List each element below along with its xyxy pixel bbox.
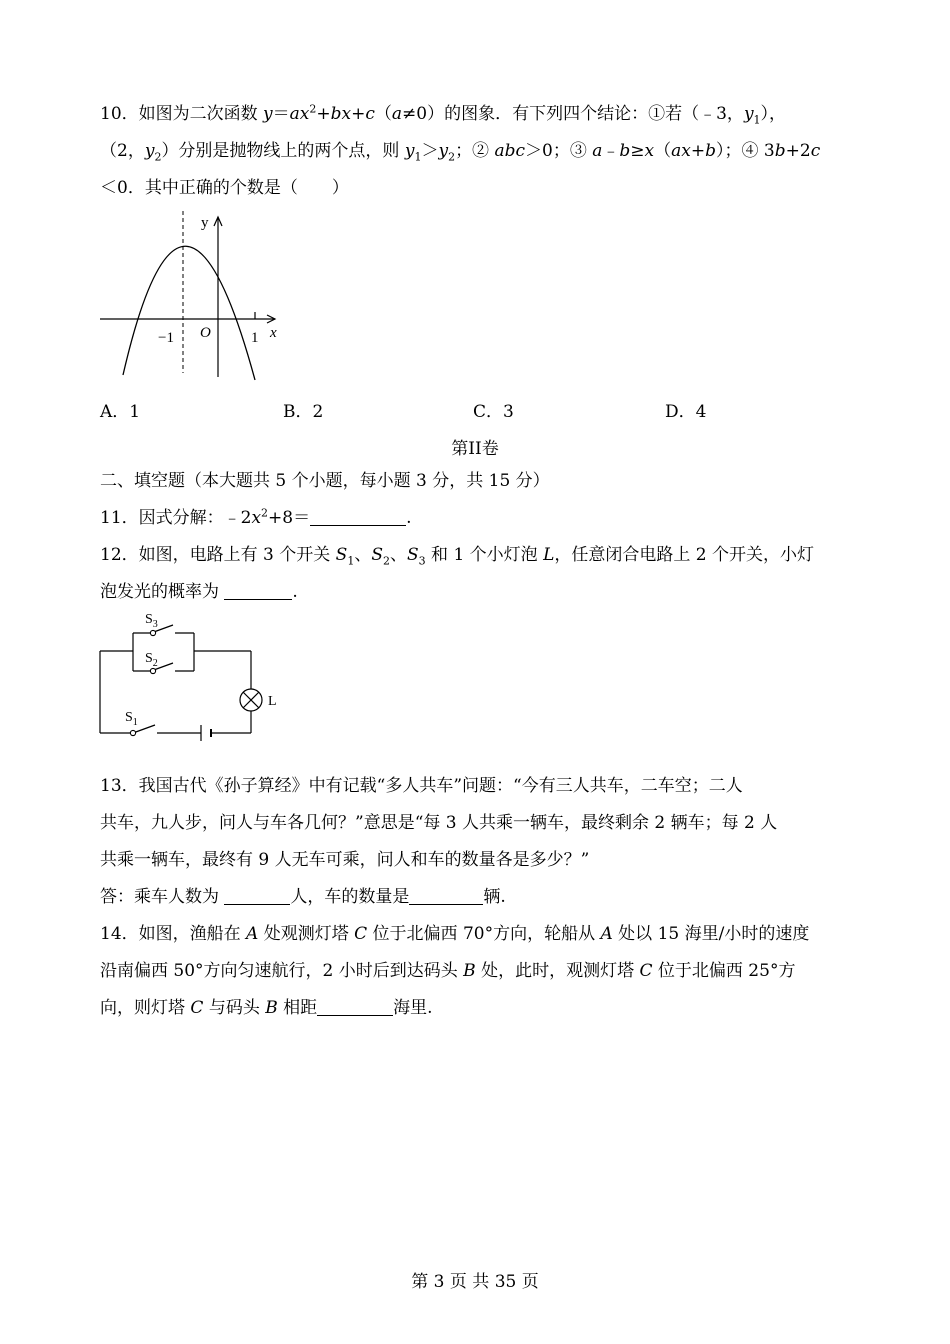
q13-line-3: 共乘一辆车，最终有 9 人无车可乘，问人和车的数量各是多少？” — [100, 850, 590, 870]
q10-line-1: 10．如图为二次函数 $y=ax^2+bx+c(a\ne 0)$的图象．有下列四个结论：①若（﹣3，$y_1$）， — [100, 102, 787, 127]
graph-y-label: y — [201, 215, 209, 231]
section-title: 第II卷 — [451, 439, 499, 459]
q14-answer-blank[interactable] — [317, 999, 393, 1016]
q10-option-d: D．4 — [665, 402, 707, 422]
q14-line-2: 沿南偏西 50°方向匀速航行，2 小时后到达码头 B 处，此时，观测灯塔 C 位于北偏西 25°方 — [100, 961, 796, 981]
q10-option-a: A．1 — [100, 402, 141, 422]
q11-answer-blank[interactable] — [310, 509, 406, 526]
q14-line-1: 14．如图，渔船在 A 处观测灯塔 C 位于北偏西 70°方向，轮船从 A 处以 15 海里/小时的速度 — [100, 924, 810, 944]
q10-line-2: （2，$y_2$）分别是抛物线上的两个点，则 $y_1>y_2$；② abc＞0；③ a﹣b≥x（ax+b）；④ 3b+2c — [100, 141, 821, 164]
graph-one-label: 1 — [251, 330, 259, 346]
section-heading: 二、填空题（本大题共 5 个小题，每小题 3 分，共 15 分） — [100, 471, 550, 491]
q11-line: 11．因式分解：$﹣2x^2+8=$ . — [100, 506, 412, 528]
q13-people-blank[interactable] — [224, 888, 290, 905]
graph-origin-label: O — [200, 325, 211, 341]
q13-answer-line: 答：乘车人数为 人，车的数量是 辆. — [100, 887, 506, 907]
parabola-graph — [95, 205, 295, 385]
q10-option-b: B．2 — [283, 402, 324, 422]
circuit-s1-label: $S_1$ — [125, 710, 138, 728]
circuit-s2-label: $S_2$ — [145, 651, 158, 669]
q14-line-3: 向，则灯塔 C 与码头 B 相距 海里. — [100, 998, 433, 1018]
q13-cars-blank[interactable] — [409, 888, 483, 905]
q12-line-1: 12．如图，电路上有 3 个开关 $S_1$、$S_2$、$S_3$ 和 1 个小灯泡 L，任意闭合电路上 2 个开关，小灯 — [100, 545, 814, 568]
graph-x-label: x — [270, 325, 277, 341]
circuit-diagram — [95, 605, 295, 745]
q12-answer-blank[interactable] — [224, 583, 292, 600]
q13-line-2: 共车，九人步，问人与车各几何？”意思是“每 3 人共乘一辆车，最终剩余 2 辆车；每 2 人 — [100, 813, 778, 833]
circuit-lamp-label: L — [268, 694, 277, 709]
q10-line-3: ＜0．其中正确的个数是（ ） — [100, 178, 349, 198]
graph-neg-one-label: −1 — [158, 330, 174, 346]
q13-line-1: 13．我国古代《孙子算经》中有记载“多人共车”问题：“今有三人共车，二车空；二人 — [100, 776, 743, 796]
circuit-s3-label: $S_3$ — [145, 612, 158, 630]
page-footer: 第 3 页 共 35 页 — [411, 1272, 539, 1292]
q12-line-2: 泡发光的概率为 . — [100, 582, 298, 602]
q10-option-c: C．3 — [473, 402, 514, 422]
